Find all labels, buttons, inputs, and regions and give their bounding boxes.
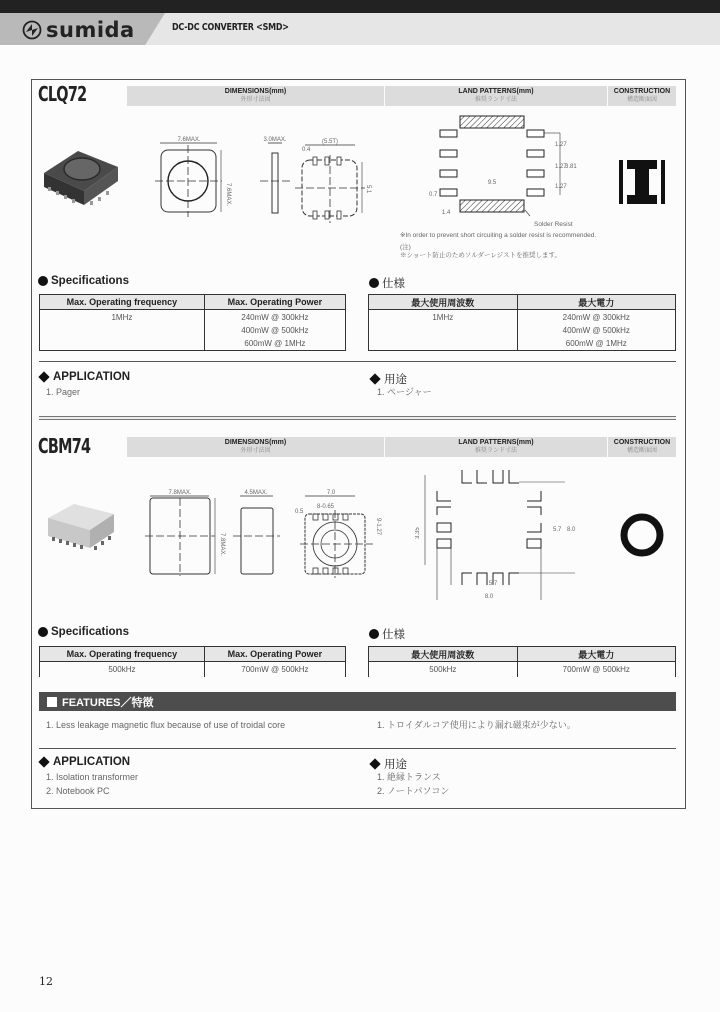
application-title-text: APPLICATION bbox=[53, 371, 131, 383]
spec-power-jp-1: 240mW @ 300kHz bbox=[562, 313, 630, 322]
features-list bbox=[46, 718, 285, 732]
svg-text:3.35: 3.35 bbox=[415, 527, 421, 539]
spec-power-3: 600mW @ 1MHz bbox=[244, 339, 306, 348]
section-divider bbox=[39, 748, 676, 749]
construction-label-jp: 構造断面図 bbox=[626, 97, 657, 103]
land-patterns-label-jp: 推奨ランド寸法 bbox=[474, 448, 517, 454]
svg-text:1.27: 1.27 bbox=[555, 142, 567, 148]
svg-text:4.5MAX.: 4.5MAX. bbox=[244, 490, 268, 496]
application-title-jp-text: 用途 bbox=[384, 759, 407, 771]
land-patterns-header-cbm74 bbox=[385, 437, 607, 457]
clq72-product-photo bbox=[40, 145, 122, 215]
product-name-clq72: CLQ72 bbox=[38, 82, 87, 106]
specifications-title-jp-text: 仕様 bbox=[382, 278, 405, 290]
dimensions-header-cbm74 bbox=[127, 437, 384, 457]
bullet-diamond-icon bbox=[369, 758, 380, 769]
dimensions-label-jp: 外形寸法図 bbox=[240, 97, 271, 103]
svg-text:7.0: 7.0 bbox=[326, 490, 336, 496]
construction-header bbox=[608, 86, 676, 106]
application-list-jp-cbm74 bbox=[377, 770, 449, 798]
specifications-title-cbm74 bbox=[38, 626, 129, 638]
svg-text:7.6MAX.: 7.6MAX. bbox=[177, 137, 201, 143]
application-item-jp: 1. 絶縁トランス bbox=[377, 772, 441, 782]
spec-header-frequency: Max. Operating frequency bbox=[40, 295, 205, 310]
spec-header-power: Max. Operating Power bbox=[204, 647, 345, 662]
spec-power-value: 700mW @ 500kHz bbox=[204, 662, 345, 677]
product-name-cbm74: CBM74 bbox=[38, 434, 91, 458]
spec-power-value-jp: 700mW @ 500kHz bbox=[517, 662, 675, 677]
series-title: DC-DC CONVERTER <SMD> bbox=[172, 22, 289, 33]
brand-name: sumida bbox=[46, 18, 135, 42]
feature-item: 1. Less leakage magnetic flux because of use of troidal core bbox=[46, 720, 286, 730]
svg-text:5.7: 5.7 bbox=[488, 581, 498, 587]
application-item: 1. Pager bbox=[46, 387, 81, 397]
top-bar bbox=[0, 0, 720, 13]
toroidal-core-construction-icon bbox=[619, 512, 665, 558]
spec-frequency-value-jp: 500kHz bbox=[429, 665, 457, 674]
svg-text:7.8MAX.: 7.8MAX. bbox=[219, 533, 225, 557]
bullet-square-icon bbox=[47, 697, 57, 707]
spec-frequency-value: 1MHz bbox=[111, 313, 133, 322]
construction-label-jp: 構造断面図 bbox=[626, 448, 657, 454]
spec-header-frequency-jp: 最大使用周波数 bbox=[369, 647, 518, 662]
application-title-text: APPLICATION bbox=[53, 756, 131, 768]
dimensions-header bbox=[127, 86, 384, 106]
cbm74-spec-table bbox=[39, 646, 346, 677]
bullet-circle-icon bbox=[369, 278, 379, 288]
cbm74-land-pattern-drawing bbox=[415, 465, 595, 605]
application-list-clq72 bbox=[46, 385, 80, 399]
land-note-2: (注) bbox=[400, 244, 411, 251]
application-list-cbm74 bbox=[46, 770, 138, 798]
spec-header-frequency-jp: 最大使用周波数 bbox=[369, 295, 518, 310]
svg-text:(5.5T): (5.5T) bbox=[321, 139, 339, 145]
clq72-land-pattern-drawing bbox=[425, 110, 605, 220]
spec-header-power-jp: 最大電力 bbox=[517, 647, 675, 662]
solder-resist-label: Solder Resist bbox=[534, 221, 573, 228]
application-item: 2. Notebook PC bbox=[46, 786, 110, 796]
bullet-diamond-icon bbox=[369, 373, 380, 384]
bullet-diamond-icon bbox=[38, 756, 49, 767]
spec-frequency-value: 500kHz bbox=[108, 665, 136, 674]
specifications-title-jp-clq72 bbox=[369, 275, 405, 291]
svg-text:3.0MAX.: 3.0MAX. bbox=[263, 137, 287, 143]
features-bar bbox=[39, 692, 676, 711]
land-patterns-label: LAND PATTERNS(mm) bbox=[458, 439, 534, 446]
svg-text:5.1: 5.1 bbox=[365, 185, 371, 194]
construction-header-cbm74 bbox=[608, 437, 676, 457]
page-number: 12 bbox=[39, 975, 53, 988]
spec-power-values bbox=[204, 310, 345, 351]
application-list-jp-clq72 bbox=[377, 385, 432, 399]
svg-text:8.0: 8.0 bbox=[567, 527, 576, 533]
svg-text:1.4: 1.4 bbox=[442, 210, 451, 216]
spec-header-power-jp: 最大電力 bbox=[517, 295, 675, 310]
dimensions-label: DIMENSIONS(mm) bbox=[224, 439, 287, 446]
spec-power-jp-2: 400mW @ 500kHz bbox=[562, 326, 630, 335]
sumida-logo-icon bbox=[22, 20, 42, 40]
spec-power-values-jp bbox=[517, 310, 675, 351]
cbm74-spec-table-jp bbox=[368, 646, 676, 677]
dimensions-label-jp: 外形寸法図 bbox=[240, 448, 271, 454]
clq72-dimension-drawing bbox=[155, 135, 380, 230]
svg-text:1.27: 1.27 bbox=[555, 184, 567, 190]
svg-text:9.5: 9.5 bbox=[487, 180, 497, 186]
specifications-title-clq72 bbox=[38, 275, 129, 287]
svg-text:1.27: 1.27 bbox=[555, 164, 567, 170]
application-title-clq72 bbox=[38, 371, 130, 383]
bullet-circle-icon bbox=[38, 627, 48, 637]
svg-text:7.8MAX.: 7.8MAX. bbox=[168, 490, 192, 496]
features-list-jp bbox=[377, 718, 576, 732]
application-title-jp-text: 用途 bbox=[384, 374, 407, 386]
land-patterns-label-jp: 推奨ランド寸法 bbox=[474, 97, 517, 103]
product-separator bbox=[39, 416, 676, 420]
application-title-cbm74 bbox=[38, 756, 130, 768]
brand-logo bbox=[22, 17, 135, 43]
feature-item-jp: 1. トロイダルコア使用により漏れ磁束が少ない。 bbox=[377, 720, 576, 730]
spec-power-1: 240mW @ 300kHz bbox=[241, 313, 309, 322]
land-patterns-label: LAND PATTERNS(mm) bbox=[458, 88, 534, 95]
svg-text:8-0.65: 8-0.65 bbox=[317, 504, 335, 510]
features-title: FEATURES／特徴 bbox=[62, 696, 154, 709]
svg-text:5.7: 5.7 bbox=[553, 527, 562, 533]
svg-text:9-1.27: 9-1.27 bbox=[375, 518, 381, 536]
section-divider bbox=[39, 361, 676, 362]
dimensions-label: DIMENSIONS(mm) bbox=[224, 88, 287, 95]
svg-text:0.5: 0.5 bbox=[295, 509, 304, 515]
land-note-3: ※ショート防止のためソルダーレジストを推奨します。 bbox=[400, 252, 561, 259]
spec-frequency-value-jp: 1MHz bbox=[432, 313, 454, 322]
svg-text:0.4: 0.4 bbox=[302, 147, 311, 153]
construction-label: CONSTRUCTION bbox=[613, 88, 671, 95]
application-item-jp: 1. ページャー bbox=[377, 387, 432, 397]
clq72-spec-table-jp bbox=[368, 294, 676, 351]
specifications-title-jp-text: 仕様 bbox=[382, 629, 405, 641]
spec-header-power: Max. Operating Power bbox=[204, 295, 345, 310]
drum-core-construction-icon bbox=[617, 158, 667, 206]
cbm74-dimension-drawing bbox=[145, 488, 390, 578]
specifications-title-text: Specifications bbox=[51, 275, 129, 287]
land-patterns-header bbox=[385, 86, 607, 106]
construction-label: CONSTRUCTION bbox=[613, 439, 671, 446]
application-item-jp: 2. ノートパソコン bbox=[377, 786, 450, 796]
svg-text:3.81: 3.81 bbox=[565, 164, 577, 170]
spec-power-jp-3: 600mW @ 1MHz bbox=[565, 339, 627, 348]
specifications-title-jp-cbm74 bbox=[369, 626, 405, 642]
cbm74-product-photo bbox=[44, 500, 118, 560]
land-note-1: ※In order to prevent short circuiting a solder resist is recommended. bbox=[400, 232, 597, 239]
svg-text:8.0: 8.0 bbox=[484, 594, 494, 600]
bullet-diamond-icon bbox=[38, 371, 49, 382]
clq72-spec-table bbox=[39, 294, 346, 351]
application-item: 1. Isolation transformer bbox=[46, 772, 139, 782]
bullet-circle-icon bbox=[369, 629, 379, 639]
spec-power-2: 400mW @ 500kHz bbox=[241, 326, 309, 335]
svg-text:7.6MAX.: 7.6MAX. bbox=[225, 183, 231, 207]
specifications-title-text: Specifications bbox=[51, 626, 129, 638]
bullet-circle-icon bbox=[38, 276, 48, 286]
spec-header-frequency: Max. Operating frequency bbox=[40, 647, 205, 662]
svg-text:0.7: 0.7 bbox=[429, 192, 438, 198]
